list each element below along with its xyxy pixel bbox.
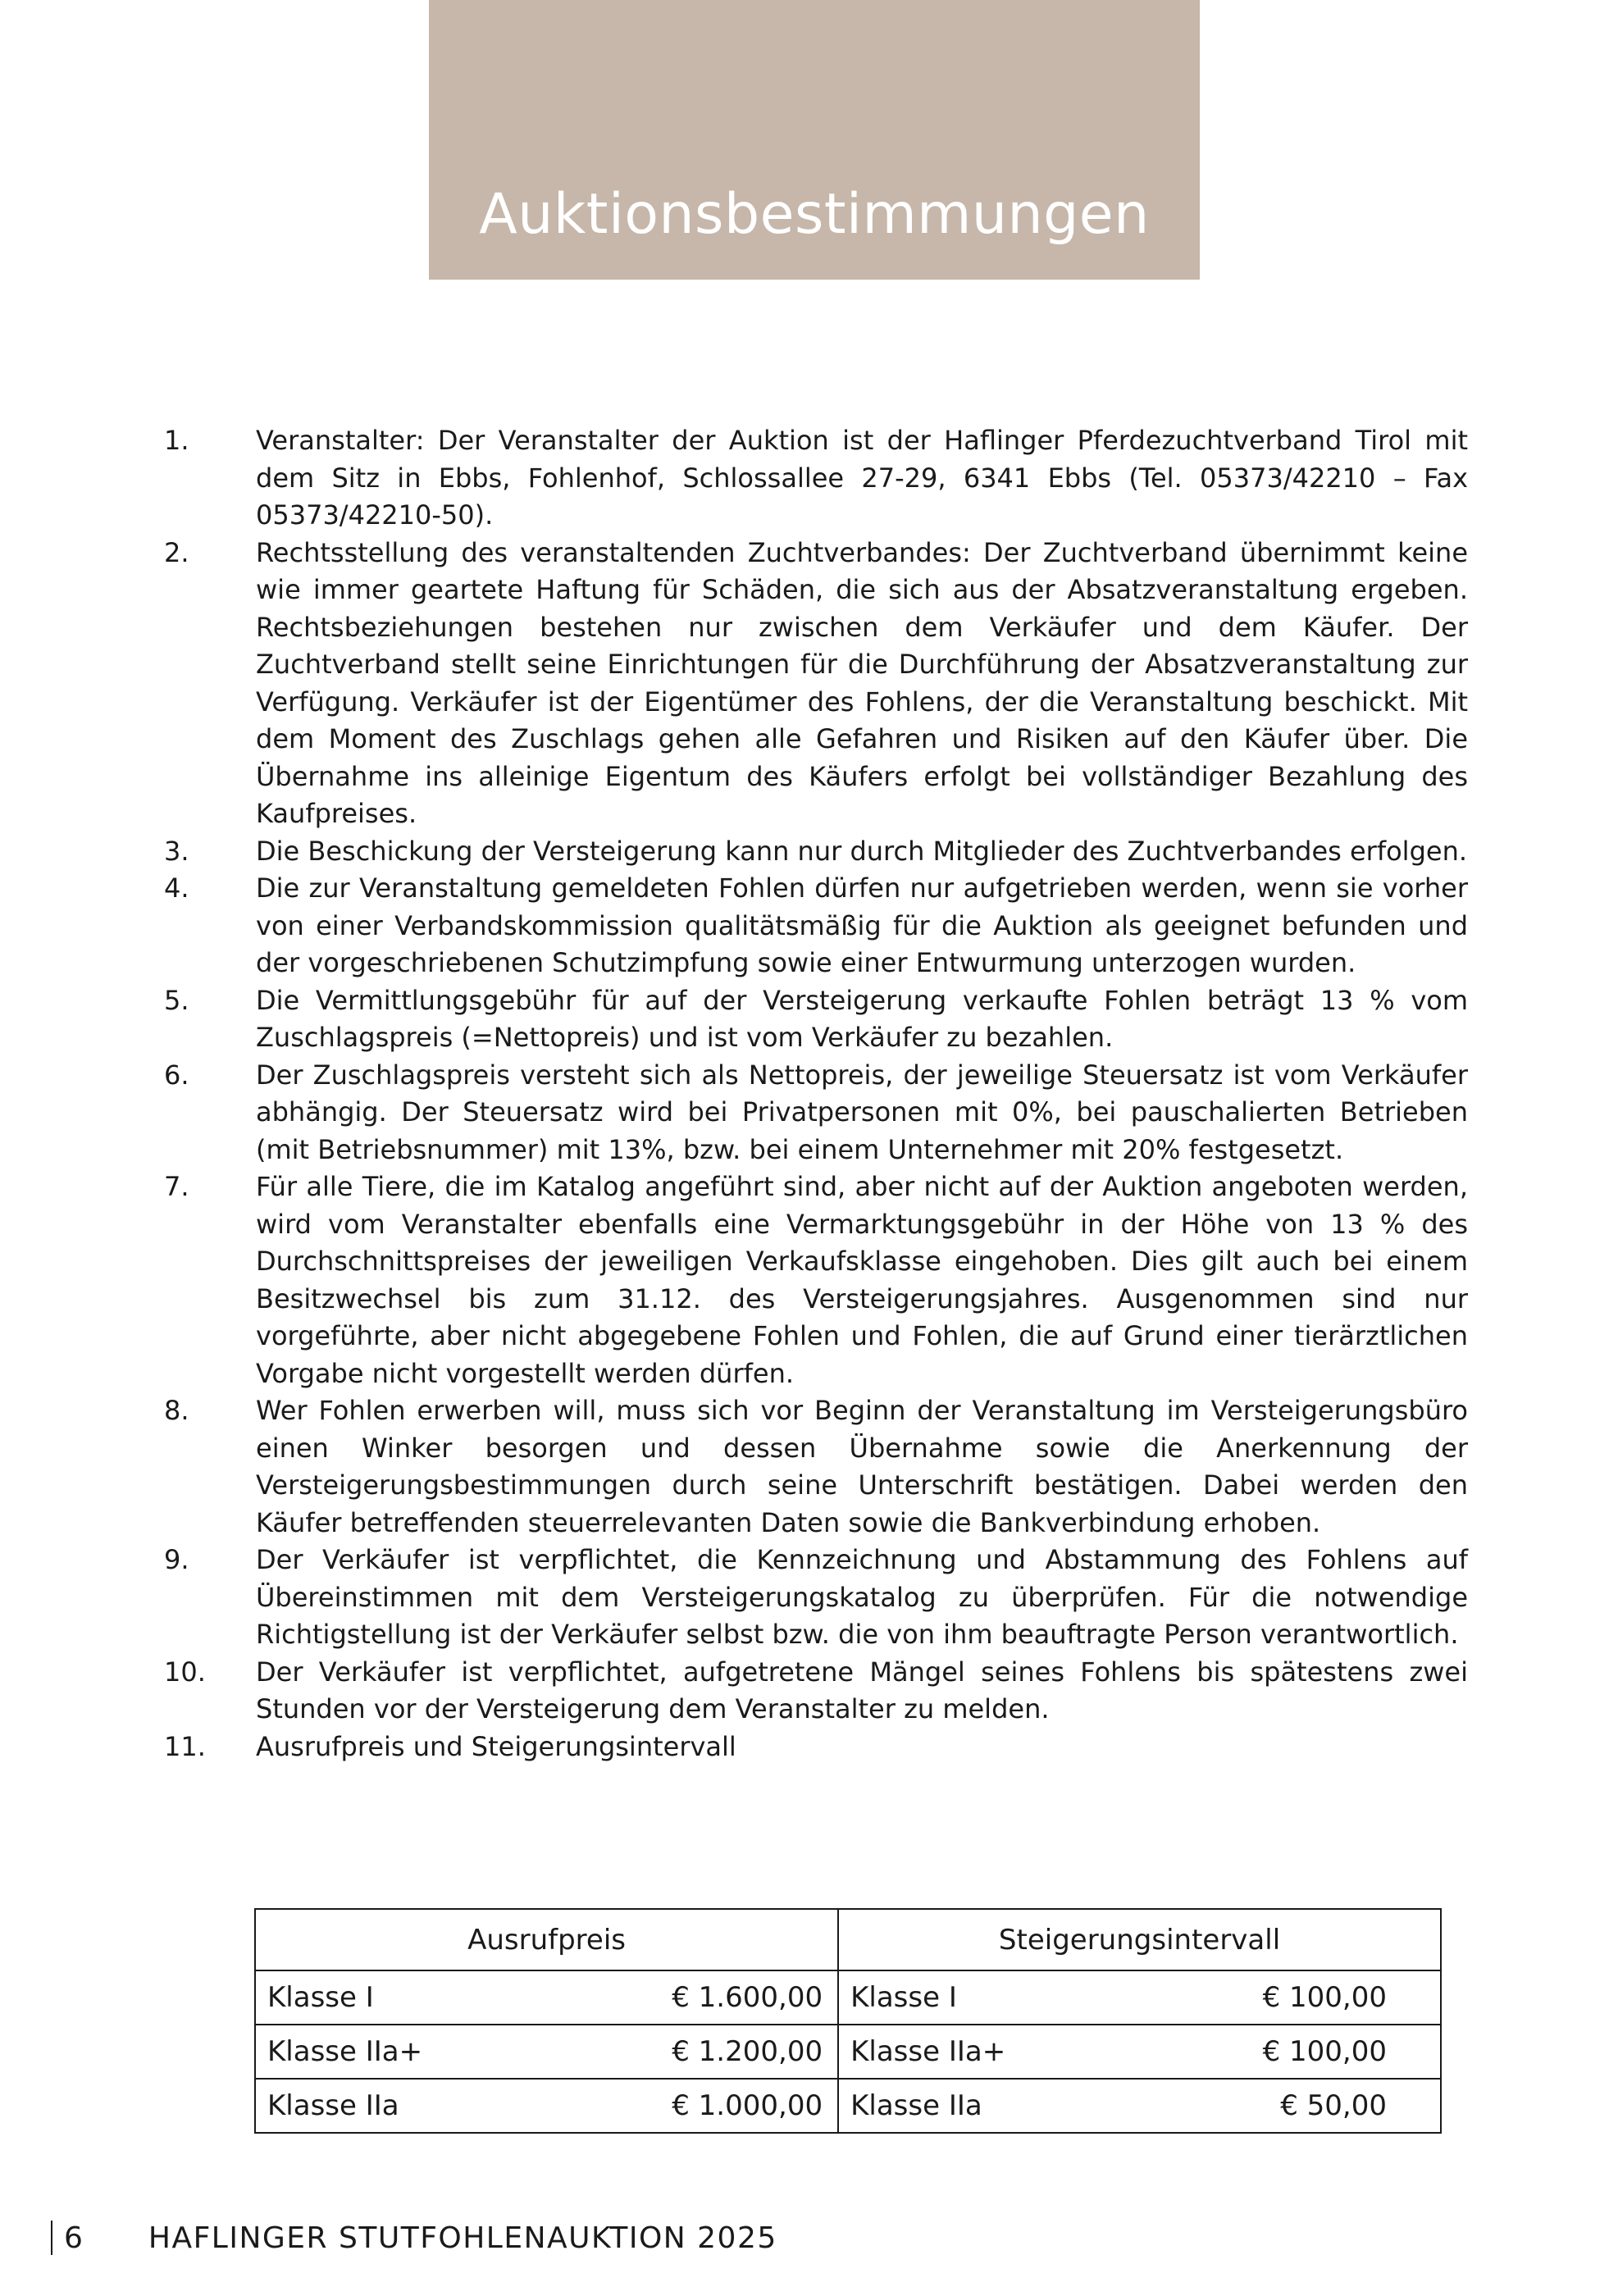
rule-text: Der Verkäufer ist verpflichtet, die Kennzeichnung und Abstammung des Fohlens auf Übereinstimmen mit dem Versteigerungskatalog zu überprüfen. Für die notwendige Richtigstellung ist der Verkäufer selbst bzw. die von ihm beauftragte Person verantwortlich. bbox=[256, 1544, 1468, 1650]
price-cell: € 1.200,00 bbox=[548, 2025, 839, 2079]
rule-text: Die Beschickung der Versteigerung kann nur durch Mitglieder des Zuchtverbandes erfolgen. bbox=[256, 835, 1468, 867]
rule-item bbox=[164, 1392, 1468, 1542]
table-row bbox=[255, 2025, 1441, 2079]
rule-item bbox=[164, 422, 1468, 535]
rule-number: 4. bbox=[164, 872, 189, 904]
class-cell: Klasse IIa bbox=[838, 2079, 1131, 2133]
table-row bbox=[255, 1970, 1441, 2025]
page-footer bbox=[51, 2221, 777, 2255]
class-cell: Klasse I bbox=[255, 1970, 548, 2025]
rule-number: 11. bbox=[164, 1730, 206, 1762]
rule-number: 8. bbox=[164, 1395, 189, 1426]
rule-number: 9. bbox=[164, 1544, 189, 1575]
rule-text: Die Vermittlungsgebühr für auf der Versteigerung verkaufte Fohlen beträgt 13 % vom Zuschlagspreis (=Nettopreis) und ist vom Verkäufer zu bezahlen. bbox=[256, 984, 1468, 1053]
class-cell: Klasse IIa+ bbox=[838, 2025, 1131, 2079]
rule-number: 5. bbox=[164, 984, 189, 1016]
page-title: Auktionsbestimmungen bbox=[479, 182, 1150, 247]
rule-number: 3. bbox=[164, 835, 189, 867]
rule-item bbox=[164, 1168, 1468, 1392]
header-steigerungsintervall: Steigerungsintervall bbox=[838, 1909, 1441, 1970]
rule-text: Wer Fohlen erwerben will, muss sich vor Beginn der Veranstaltung im Versteigerungsbüro einen Winker besorgen und dessen Übernahme sowie die Anerkennung der Versteigerungsbestimmungen durch seine Unterschrift bestätigen. Dabei werden den Käufer betreffenden steuerrelevanten Daten sowie die Bankverbindung erhoben. bbox=[256, 1395, 1468, 1538]
rule-text: Die zur Veranstaltung gemeldeten Fohlen dürfen nur aufgetrieben werden, wenn sie vorher von einer Verbandskommission qualitätsmäßig für die Auktion als geeignet befunden und der vorgeschriebenen Schutzimpfung sowie einer Entwurmung unterzogen wurden. bbox=[256, 872, 1468, 978]
class-cell: Klasse I bbox=[838, 1970, 1131, 2025]
price-table bbox=[254, 1908, 1442, 2134]
table-header-row bbox=[255, 1909, 1441, 1970]
rule-item bbox=[164, 1654, 1468, 1729]
rule-item bbox=[164, 1057, 1468, 1169]
rule-item bbox=[164, 535, 1468, 833]
rule-item bbox=[164, 870, 1468, 982]
rule-item bbox=[164, 1729, 1468, 1766]
table-row bbox=[255, 2079, 1441, 2133]
rule-number: 2. bbox=[164, 536, 189, 568]
interval-cell: € 50,00 bbox=[1131, 2079, 1441, 2133]
rule-text: Ausrufpreis und Steigerungsintervall bbox=[256, 1730, 736, 1762]
rule-number: 1. bbox=[164, 425, 189, 456]
class-cell: Klasse IIa bbox=[255, 2079, 548, 2133]
rules-list bbox=[164, 422, 1468, 1765]
rule-item bbox=[164, 982, 1468, 1057]
header-ausrufpreis: Ausrufpreis bbox=[255, 1909, 838, 1970]
rule-text: Für alle Tiere, die im Katalog angeführt sind, aber nicht auf der Auktion angeboten werden, wird vom Veranstalter ebenfalls eine Vermarktungsgebühr in der Höhe von 13 % des Durchschnittspreises der jeweiligen Verkaufsklasse eingehoben. Dies gilt auch bei einem Besitzwechsel bis zum 31.12. des Versteigerungsjahres. Ausgenommen sind nur vorgeführte, aber nicht abgegebene Fohlen und Fohlen, die auf Grund einer tierärztlichen Vorgabe nicht vorgestellt werden dürfen. bbox=[256, 1171, 1468, 1389]
price-cell: € 1.600,00 bbox=[548, 1970, 839, 2025]
rule-text: Der Verkäufer ist verpflichtet, aufgetretene Mängel seines Fohlens bis spätestens zwei Stunden vor der Versteigerung dem Veranstalter zu melden. bbox=[256, 1656, 1468, 1724]
rule-item bbox=[164, 1542, 1468, 1654]
rule-number: 7. bbox=[164, 1171, 189, 1202]
rule-text: Der Zuschlagspreis versteht sich als Nettopreis, der jeweilige Steuersatz ist vom Verkäufer abhängig. Der Steuersatz wird bei Privatpersonen mit 0%, bei pauschalierten Betrieben (mit Betriebsnummer) mit 13%, bzw. bei einem Unternehmer mit 20% festgesetzt. bbox=[256, 1059, 1468, 1165]
title-banner bbox=[429, 0, 1200, 280]
class-cell: Klasse IIa+ bbox=[255, 2025, 548, 2079]
interval-cell: € 100,00 bbox=[1131, 2025, 1441, 2079]
rule-number: 10. bbox=[164, 1656, 206, 1688]
publication-title: HAFLINGER STUTFOHLENAUKTION 2025 bbox=[148, 2221, 777, 2255]
footer-divider bbox=[51, 2221, 52, 2255]
interval-cell: € 100,00 bbox=[1131, 1970, 1441, 2025]
rule-text: Rechtsstellung des veranstaltenden Zuchtverbandes: Der Zuchtverband übernimmt keine wie immer geartete Haftung für Schäden, die sich aus der Absatzveranstaltung ergeben. Rechtsbeziehungen bestehen nur zwischen dem Verkäufer und dem Käufer. Der Zuchtverband stellt seine Einrichtungen für die Durchführung der Absatzveranstaltung zur Verfügung. Verkäufer ist der Eigentümer des Fohlens, der die Veranstaltung beschickt. Mit dem Moment des Zuschlags gehen alle Gefahren und Risiken auf den Käufer über. Die Übernahme ins alleinige Eigentum des Käufers erfolgt bei vollständiger Bezahlung des Kaufpreises. bbox=[256, 536, 1468, 829]
rule-number: 6. bbox=[164, 1059, 189, 1091]
page-number: 6 bbox=[64, 2221, 83, 2255]
rule-text: Veranstalter: Der Veranstalter der Auktion ist der Haflinger Pferdezuchtverband Tirol mit dem Sitz in Ebbs, Fohlenhof, Schlossallee 27-29, 6341 Ebbs (Tel. 05373/42210 – Fax 05373/42210-50). bbox=[256, 425, 1468, 531]
rule-item bbox=[164, 833, 1468, 871]
price-cell: € 1.000,00 bbox=[548, 2079, 839, 2133]
